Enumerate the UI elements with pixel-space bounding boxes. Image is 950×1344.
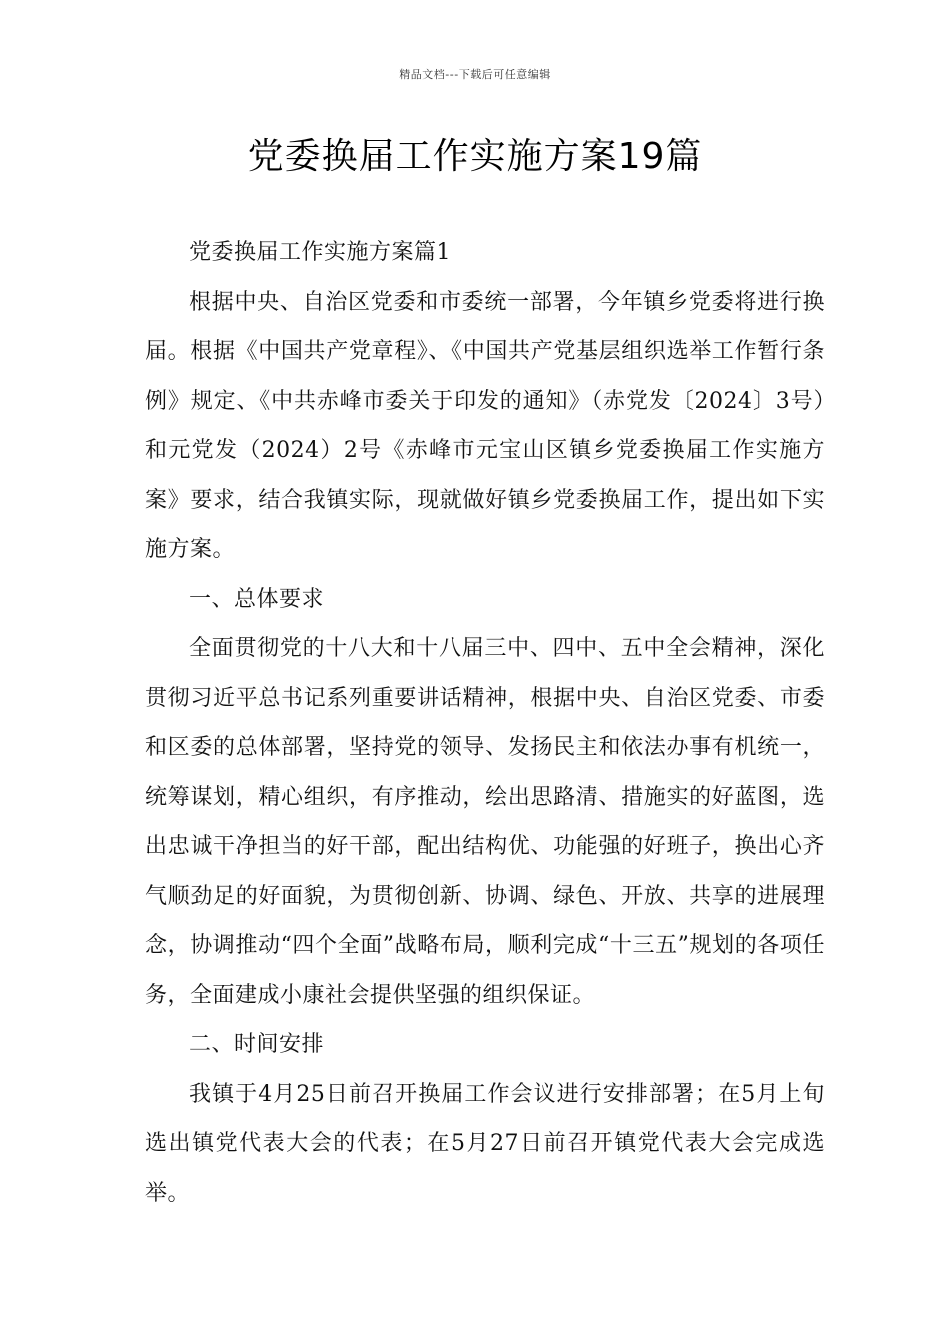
section-heading-general-requirements: 一、总体要求: [189, 586, 325, 612]
document-title: 党委换届工作实施方案19篇: [247, 136, 703, 177]
section-heading-1: 党委换届工作实施方案篇1: [189, 240, 451, 265]
header-note: 精品文档---下载后可任意编辑: [399, 68, 551, 81]
body-paragraph: 根据中央、自治区党委和市委统一部署，今年镇乡党委将进行换届。根据《中国共产党章程》、《中国共产党基层组织选举工作暂行条例》规定、《中共赤峰市委关于印发的通知》（赤党发〔2024〕3号）和元党发（2024）2号《赤峰市元宝山区镇乡党委换届工作实施方案》要求，结合我镇实际，现就做好镇乡党委换届工作，提出如下实施方案。: [145, 289, 825, 562]
body-paragraph: 我镇于4月25日前召开换届工作会议进行安排部署；在5月上旬选出镇党代表大会的代表；在5月27日前召开镇党代表大会完成选举。: [145, 1081, 825, 1206]
section-heading-schedule: 二、时间安排: [189, 1032, 325, 1057]
document-body: [145, 228, 825, 1218]
body-paragraph: 全面贯彻党的十八大和十八届三中、四中、五中全会精神，深化贯彻习近平总书记系列重要讲话精神，根据中央、自治区党委、市委和区委的总体部署，坚持党的领导、发扬民主和依法办事有机统一，统筹谋划，精心组织，有序推动，绘出思路清、措施实的好蓝图，选出忠诚干净担当的好干部，配出结构优、功能强的好班子，换出心齐气顺劲足的好面貌，为贯彻创新、协调、绿色、开放、共享的进展理念，协调推动“四个全面”战略布局，顺利完成“十三五”规划的各项任务，全面建成小康社会提供坚强的组织保证。: [145, 636, 825, 1008]
